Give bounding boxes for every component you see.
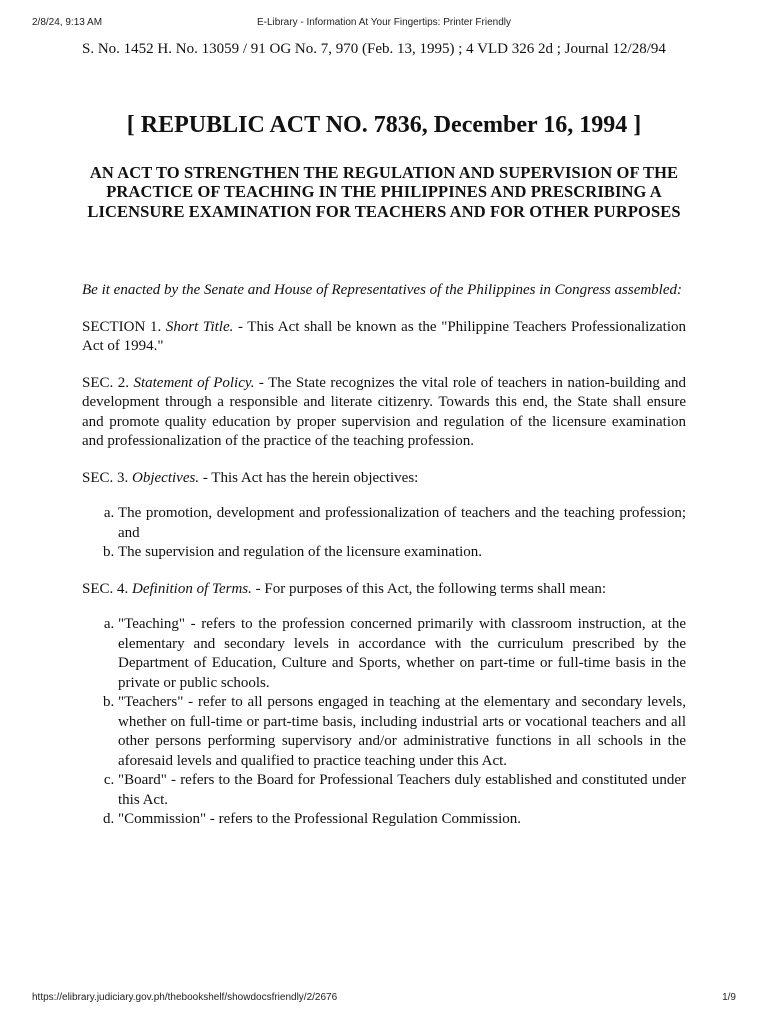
list-item: a. The promotion, development and professionalization of teachers and the teaching profession; and (118, 504, 686, 543)
section-3 (82, 469, 686, 489)
list-item: b. "Teachers" - refer to all persons engaged in teaching at the elementary and secondary levels, whether on full-time or part-time basis, including industrial arts or vocational teachers and all other persons performing supervisory and/or administrative functions in all schools in the aforesaid levels and qualified to practice teaching under this Act. (118, 693, 686, 771)
section-label: SEC. 4. (82, 580, 129, 597)
section-label: SEC. 3. (82, 469, 129, 486)
objectives-list (82, 504, 686, 563)
section-text: - The State recognizes the vital role of teachers in nation-building and development through a responsible and literate citizenry. Towards this end, the State shall ensure and promote quality education by proper supervision and regulation of the licensure examination and professionalization of the practice of the teaching profession. (82, 374, 686, 449)
section-text: - This Act shall be known as the "Philippine Teachers Professionalization Act of 1994." (82, 318, 686, 354)
section-1 (82, 318, 686, 357)
republic-act-title: [ REPUBLIC ACT NO. 7836, December 16, 1994 ] (126, 111, 642, 138)
section-text: - This Act has the herein objectives: (199, 469, 419, 486)
section-caption: Statement of Policy. (133, 374, 255, 391)
section-caption: Definition of Terms. (132, 580, 252, 597)
section-4 (82, 580, 686, 600)
citation: S. No. 1452 H. No. 13059 / 91 OG No. 7, 970 (Feb. 13, 1995) ; 4 VLD 326 2d ; Journal 12/28/94 (82, 41, 666, 57)
page-number: 1/9 (722, 992, 736, 1003)
section-text: - For purposes of this Act, the following terms shall mean: (251, 580, 607, 597)
section-label: SECTION 1. (82, 318, 162, 335)
list-item: c. "Board" - refers to the Board for Professional Teachers duly established and constituted under this Act. (118, 771, 686, 810)
print-footer (0, 992, 768, 1006)
act-title: AN ACT TO STRENGTHEN THE REGULATION AND SUPERVISION OF THE PRACTICE OF TEACHING IN THE PHILIPPINES AND PRESCRIBING A LICENSURE EXAMINATION FOR TEACHERS AND FOR OTHER PURPOSES (87, 162, 681, 221)
print-url: https://elibrary.judiciary.gov.ph/thebookshelf/showdocsfriendly/2/2676 (32, 992, 338, 1003)
list-item: b. The supervision and regulation of the licensure examination. (118, 543, 686, 563)
print-header (0, 17, 768, 31)
enacting-clause: Be it enacted by the Senate and House of Representatives of the Philippines in Congress assembled: (82, 282, 683, 298)
print-page-title: E-Library - Information At Your Fingertips: Printer Friendly (257, 17, 511, 28)
section-caption: Objectives. (132, 469, 200, 486)
print-date: 2/8/24, 9:13 AM (32, 17, 103, 28)
definitions-list (82, 615, 686, 830)
section-caption: Short Title. (165, 318, 234, 335)
document-body (82, 40, 686, 830)
list-item: d. "Commission" - refers to the Professional Regulation Commission. (118, 810, 686, 830)
list-item: a. "Teaching" - refers to the profession concerned primarily with classroom instruction, at the elementary and secondary levels in accordance with the curriculum prescribed by the Department of Education, Culture and Sports, whether on part-time or full-time basis in the private or public schools. (118, 615, 686, 693)
section-2 (82, 374, 686, 452)
section-label: SEC. 2. (82, 374, 129, 391)
